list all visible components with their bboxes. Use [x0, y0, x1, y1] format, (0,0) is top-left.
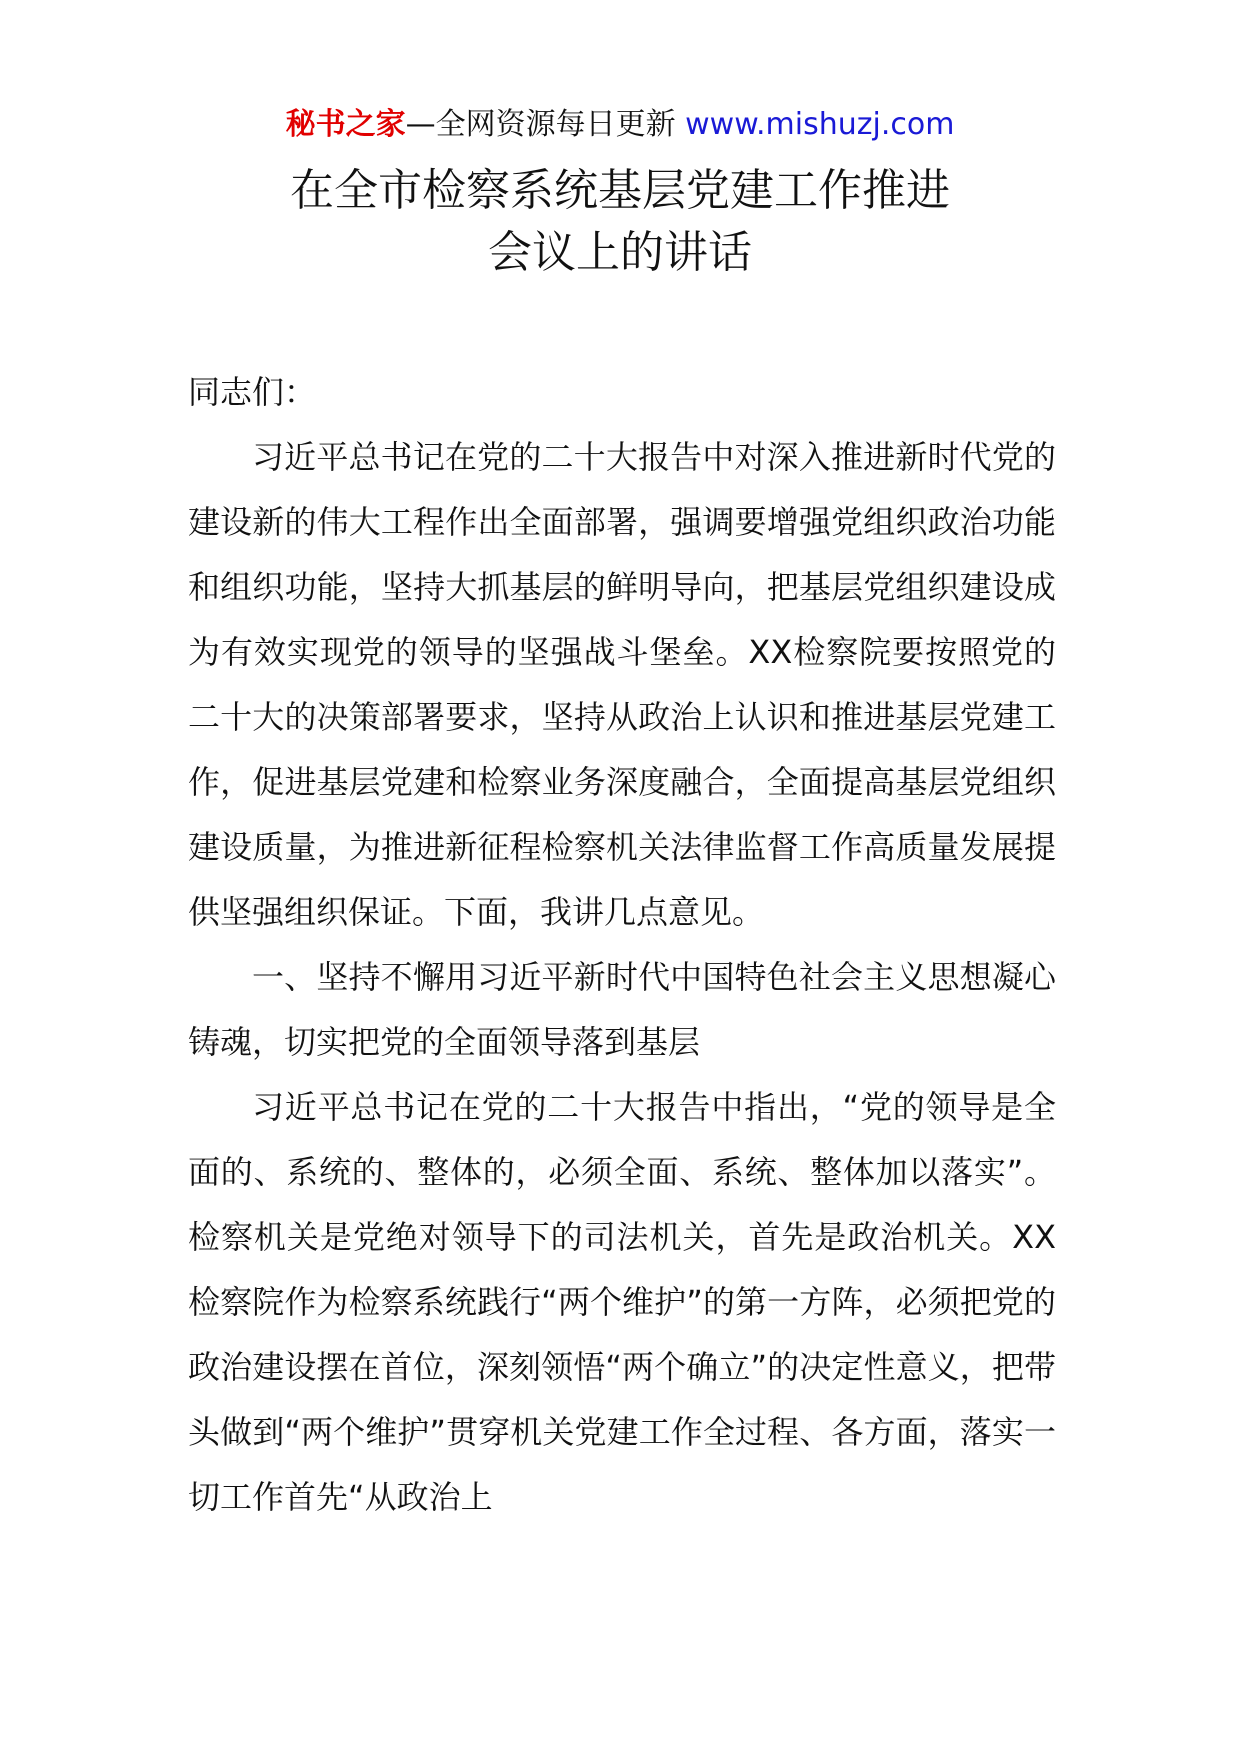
- paragraph-1: 习近平总书记在党的二十大报告中对深入推进新时代党的建设新的伟大工程作出全面部署，强调要增强党组织政治功能和组织功能，坚持大抓基层的鲜明导向，把基层党组织建设成为有效实现党的领导的坚强战斗堡垒。XX检察院要按照党的二十大的决策部署要求，坚持从政治上认识和推进基层党建工作，促进基层党建和检察业务深度融合，全面提高基层党组织建设质量，为推进新征程检察机关法律监督工作高质量发展提供坚强组织保证。下面，我讲几点意见。: [188, 438, 1056, 931]
- site-header: [0, 100, 1240, 150]
- salutation: 同志们：: [188, 373, 317, 411]
- title-line-1: 在全市检察系统基层党建工作推进: [290, 165, 950, 216]
- site-url-link[interactable]: www.mishuzj.com: [685, 107, 955, 142]
- title-line-2: 会议上的讲话: [488, 227, 752, 278]
- section-1-heading: 一、坚持不懈用习近平新时代中国特色社会主义思想凝心铸魂，切实把党的全面领导落到基层: [188, 958, 1056, 1061]
- paragraph-2: 习近平总书记在党的二十大报告中指出，“党的领导是全面的、系统的、整体的，必须全面、系统、整体加以落实”。检察机关是党绝对领导下的司法机关，首先是政治机关。XX检察院作为检察系统践行“两个维护”的第一方阵，必须把党的政治建设摆在首位，深刻领悟“两个确立”的决定性意义，把带头做到“两个维护”贯穿机关党建工作全过程、各方面，落实一切工作首先“从政治上: [188, 1088, 1056, 1516]
- brand-name: 秘书之家: [285, 107, 406, 142]
- document-body: [188, 360, 1056, 1530]
- document-title: [0, 160, 1240, 284]
- header-slogan: —全网资源每日更新: [405, 107, 686, 142]
